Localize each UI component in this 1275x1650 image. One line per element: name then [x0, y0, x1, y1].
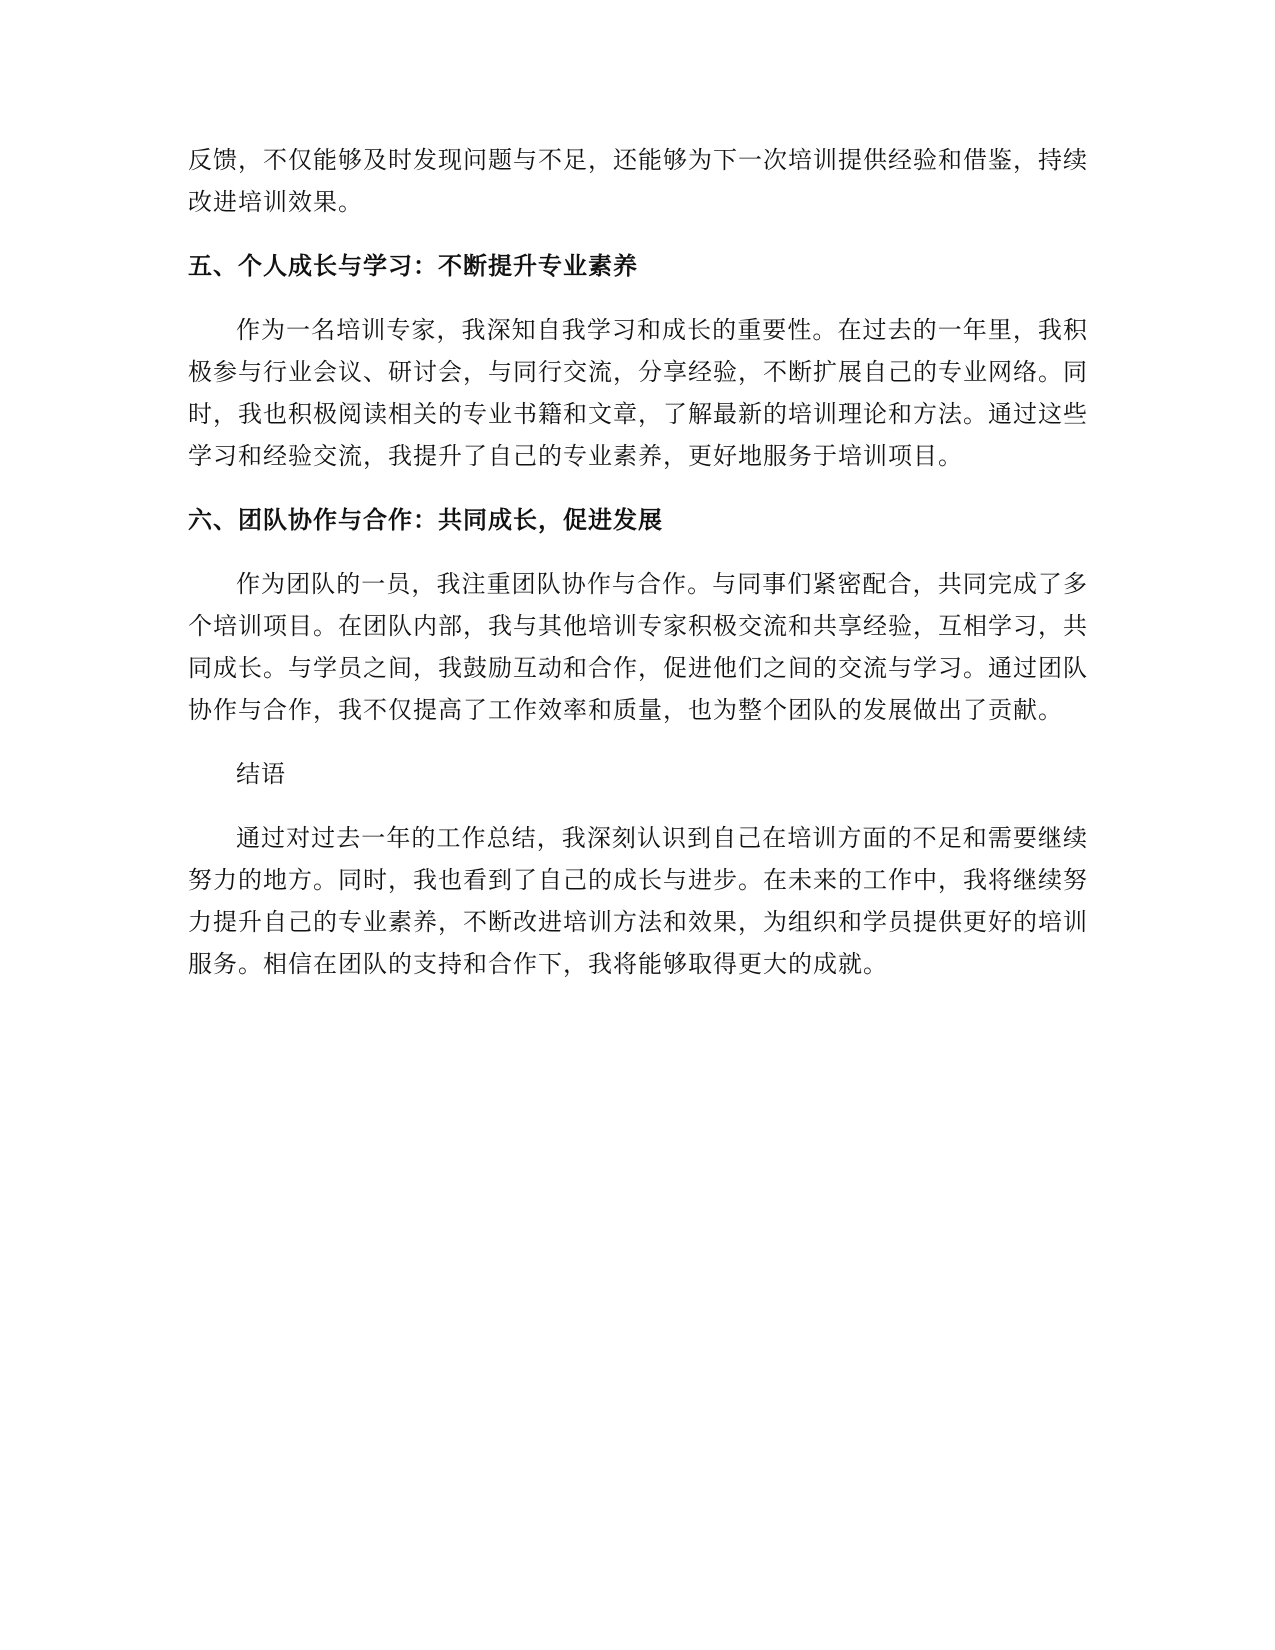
conclusion-title: 结语: [236, 760, 286, 788]
section-5-heading: 五、个人成长与学习：不断提升专业素养: [188, 252, 638, 280]
conclusion-paragraph: 通过对过去一年的工作总结，我深刻认识到自己在培训方面的不足和需要继续努力的地方。同时，我也看到了自己的成长与进步。在未来的工作中，我将继续努力提升自己的专业素养，不断改进培训方法和效果，为组织和学员提供更好的培训服务。相信在团队的支持和合作下，我将能够取得更大的成就。: [188, 824, 1088, 978]
continuation-paragraph: 反馈，不仅能够及时发现问题与不足，还能够为下一次培训提供经验和借鉴，持续改进培训效果。: [188, 146, 1088, 216]
section-6-heading: 六、团队协作与合作：共同成长，促进发展: [188, 506, 663, 534]
section-5-paragraph: 作为一名培训专家，我深知自我学习和成长的重要性。在过去的一年里，我积极参与行业会议、研讨会，与同行交流，分享经验，不断扩展自己的专业网络。同时，我也积极阅读相关的专业书籍和文章，了解最新的培训理论和方法。通过这些学习和经验交流，我提升了自己的专业素养，更好地服务于培训项目。: [188, 316, 1088, 470]
section-6-paragraph: 作为团队的一员，我注重团队协作与合作。与同事们紧密配合，共同完成了多个培训项目。在团队内部，我与其他培训专家积极交流和共享经验，互相学习，共同成长。与学员之间，我鼓励互动和合作，促进他们之间的交流与学习。通过团队协作与合作，我不仅提高了工作效率和质量，也为整个团队的发展做出了贡献。: [188, 570, 1088, 724]
document-body: [188, 139, 1088, 985]
